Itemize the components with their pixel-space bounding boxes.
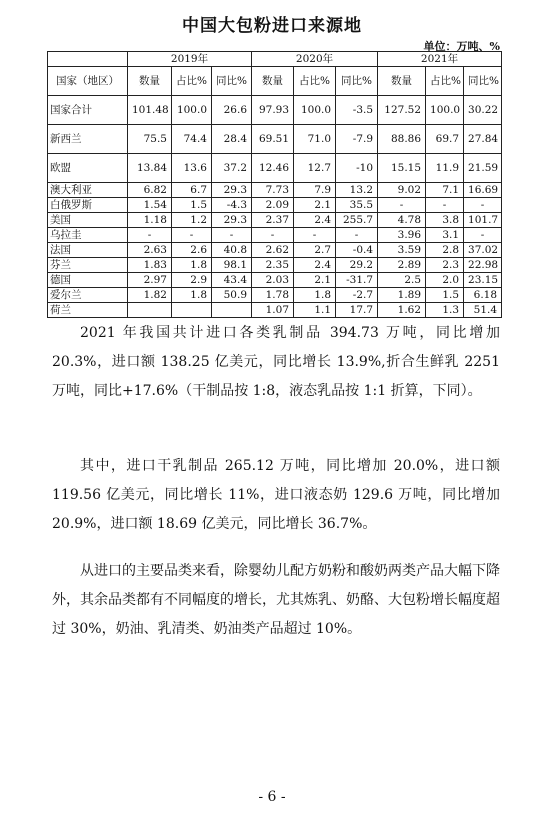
value-cell: 15.15 xyxy=(378,154,426,183)
page-number: - 6 - xyxy=(258,789,286,805)
value-cell xyxy=(128,303,172,318)
value-cell: -0.4 xyxy=(336,243,378,258)
value-cell: 3.1 xyxy=(426,228,464,243)
value-cell: 37.2 xyxy=(212,154,252,183)
country-cell: 荷兰 xyxy=(48,303,128,318)
value-cell: 1.54 xyxy=(128,198,172,213)
value-cell: 6.7 xyxy=(172,183,212,198)
value-cell: 11.9 xyxy=(426,154,464,183)
value-cell: 2.0 xyxy=(426,273,464,288)
value-cell: 35.5 xyxy=(336,198,378,213)
value-cell: 2.09 xyxy=(252,198,294,213)
value-cell: - xyxy=(212,228,252,243)
column-header: 占比% xyxy=(294,67,336,96)
value-cell: 23.15 xyxy=(464,273,502,288)
value-cell: 2.37 xyxy=(252,213,294,228)
value-cell: 98.1 xyxy=(212,258,252,273)
value-cell: 21.59 xyxy=(464,154,502,183)
value-cell: 69.7 xyxy=(426,125,464,154)
table-row xyxy=(48,228,502,243)
page-title: 中国大包粉进口来源地 xyxy=(182,16,362,36)
value-cell: 1.1 xyxy=(294,303,336,318)
value-cell: 7.73 xyxy=(252,183,294,198)
value-cell: 4.78 xyxy=(378,213,426,228)
table-row xyxy=(48,154,502,183)
value-cell: - xyxy=(294,228,336,243)
value-cell: 1.07 xyxy=(252,303,294,318)
value-cell: 3.59 xyxy=(378,243,426,258)
value-cell: 22.98 xyxy=(464,258,502,273)
value-cell: - xyxy=(378,198,426,213)
value-cell: 1.3 xyxy=(426,303,464,318)
value-cell: - xyxy=(464,198,502,213)
value-cell: 71.0 xyxy=(294,125,336,154)
table-row xyxy=(48,303,502,318)
value-cell: 29.3 xyxy=(212,183,252,198)
import-source-table xyxy=(47,51,502,318)
value-cell: - xyxy=(128,228,172,243)
value-cell: 2.63 xyxy=(128,243,172,258)
value-cell: -2.7 xyxy=(336,288,378,303)
country-cell: 美国 xyxy=(48,213,128,228)
value-cell: 1.18 xyxy=(128,213,172,228)
table-row xyxy=(48,288,502,303)
value-cell: 1.8 xyxy=(172,288,212,303)
value-cell: 2.5 xyxy=(378,273,426,288)
value-cell: 17.7 xyxy=(336,303,378,318)
country-cell: 欧盟 xyxy=(48,154,128,183)
value-cell: 7.1 xyxy=(426,183,464,198)
table-row xyxy=(48,243,502,258)
value-cell: 1.8 xyxy=(294,288,336,303)
value-cell: 2.1 xyxy=(294,198,336,213)
value-cell: 1.82 xyxy=(128,288,172,303)
value-cell: 1.89 xyxy=(378,288,426,303)
table-row xyxy=(48,96,502,125)
value-cell: - xyxy=(336,228,378,243)
value-cell: 13.2 xyxy=(336,183,378,198)
country-cell: 德国 xyxy=(48,273,128,288)
value-cell xyxy=(172,303,212,318)
paragraph-text: 其中，进口干乳制品 265.12 万吨，同比增加 20.0%，进口额 119.56 亿美元，同比增长 11%，进口液态奶 129.6 万吨，同比增加 20.9%，进口额 18.69 亿美元，同比增长 36.7%。 xyxy=(52,458,500,532)
value-cell: 29.3 xyxy=(212,213,252,228)
column-header: 同比% xyxy=(212,67,252,96)
value-cell: 40.8 xyxy=(212,243,252,258)
value-cell: 69.51 xyxy=(252,125,294,154)
value-cell: 16.69 xyxy=(464,183,502,198)
value-cell: -31.7 xyxy=(336,273,378,288)
value-cell: - xyxy=(252,228,294,243)
table-row xyxy=(48,125,502,154)
country-cell: 芬兰 xyxy=(48,258,128,273)
value-cell: 97.93 xyxy=(252,96,294,125)
value-cell: - xyxy=(464,228,502,243)
value-cell: 1.2 xyxy=(172,213,212,228)
value-cell: 1.78 xyxy=(252,288,294,303)
value-cell: 2.4 xyxy=(294,213,336,228)
country-cell: 澳大利亚 xyxy=(48,183,128,198)
value-cell: 9.02 xyxy=(378,183,426,198)
value-cell: 28.4 xyxy=(212,125,252,154)
value-cell: 12.7 xyxy=(294,154,336,183)
table-row xyxy=(48,213,502,228)
value-cell: 2.35 xyxy=(252,258,294,273)
column-header: 数量 xyxy=(252,67,294,96)
value-cell: 2.4 xyxy=(294,258,336,273)
country-cell: 新西兰 xyxy=(48,125,128,154)
value-cell: 1.62 xyxy=(378,303,426,318)
value-cell: 1.8 xyxy=(172,258,212,273)
value-cell: -10 xyxy=(336,154,378,183)
value-cell: - xyxy=(426,198,464,213)
value-cell: 2.8 xyxy=(426,243,464,258)
value-cell: 2.7 xyxy=(294,243,336,258)
value-cell: 6.18 xyxy=(464,288,502,303)
value-cell: 13.6 xyxy=(172,154,212,183)
value-cell: 29.2 xyxy=(336,258,378,273)
value-cell: 255.7 xyxy=(336,213,378,228)
country-header: 国家（地区） xyxy=(48,67,128,96)
country-cell: 乌拉圭 xyxy=(48,228,128,243)
value-cell: 100.0 xyxy=(426,96,464,125)
country-cell: 法国 xyxy=(48,243,128,258)
value-cell: 74.4 xyxy=(172,125,212,154)
value-cell xyxy=(212,303,252,318)
value-cell: 1.5 xyxy=(426,288,464,303)
value-cell: 2.3 xyxy=(426,258,464,273)
unit-label: 单位：万吨、% xyxy=(423,40,500,53)
value-cell: 2.6 xyxy=(172,243,212,258)
paragraph xyxy=(52,319,500,406)
year-header: 2021年 xyxy=(378,52,502,67)
value-cell: 37.02 xyxy=(464,243,502,258)
table-row xyxy=(48,258,502,273)
year-header: 2020年 xyxy=(252,52,378,67)
value-cell: 2.62 xyxy=(252,243,294,258)
value-cell: 2.89 xyxy=(378,258,426,273)
value-cell: 27.84 xyxy=(464,125,502,154)
year-header: 2019年 xyxy=(128,52,252,67)
table-row xyxy=(48,198,502,213)
value-cell: 12.46 xyxy=(252,154,294,183)
value-cell: 7.9 xyxy=(294,183,336,198)
value-cell: 6.82 xyxy=(128,183,172,198)
column-header: 数量 xyxy=(378,67,426,96)
value-cell: 3.8 xyxy=(426,213,464,228)
paragraph-text: 2021 年我国共计进口各类乳制品 394.73 万吨，同比增加 20.3%，进口额 138.25 亿美元，同比增长 13.9%,折合生鲜乳 2251 万吨，同比+17.6%（干制品按 1:8，液态乳品按 1:1 折算，下同）。 xyxy=(52,325,500,399)
value-cell: 75.5 xyxy=(128,125,172,154)
value-cell: 100.0 xyxy=(294,96,336,125)
column-header: 同比% xyxy=(464,67,502,96)
value-cell: -7.9 xyxy=(336,125,378,154)
value-cell: 13.84 xyxy=(128,154,172,183)
value-cell: 1.83 xyxy=(128,258,172,273)
value-cell: - xyxy=(172,228,212,243)
value-cell: 3.96 xyxy=(378,228,426,243)
country-cell: 爱尔兰 xyxy=(48,288,128,303)
paragraph xyxy=(52,557,500,644)
paragraph-text: 从进口的主要品类来看，除婴幼儿配方奶粉和酸奶两类产品大幅下降外，其余品类都有不同幅度的增长，尤其炼乳、奶酪、大包粉增长幅度超过 30%，奶油、乳清类、奶油类产品超过 10%。 xyxy=(52,563,500,637)
value-cell: 43.4 xyxy=(212,273,252,288)
country-cell: 白俄罗斯 xyxy=(48,198,128,213)
table-row xyxy=(48,273,502,288)
value-cell: 1.5 xyxy=(172,198,212,213)
column-header: 占比% xyxy=(172,67,212,96)
value-cell: 88.86 xyxy=(378,125,426,154)
value-cell: -4.3 xyxy=(212,198,252,213)
value-cell: 100.0 xyxy=(172,96,212,125)
value-cell: 127.52 xyxy=(378,96,426,125)
column-header: 数量 xyxy=(128,67,172,96)
table-body xyxy=(48,96,502,318)
value-cell: 30.22 xyxy=(464,96,502,125)
value-cell: 2.1 xyxy=(294,273,336,288)
corner-cell xyxy=(48,52,128,67)
paragraph xyxy=(52,452,500,539)
value-cell: 101.48 xyxy=(128,96,172,125)
value-cell: 51.4 xyxy=(464,303,502,318)
value-cell: -3.5 xyxy=(336,96,378,125)
column-header: 同比% xyxy=(336,67,378,96)
value-cell: 2.03 xyxy=(252,273,294,288)
value-cell: 2.9 xyxy=(172,273,212,288)
table-row xyxy=(48,183,502,198)
value-cell: 101.7 xyxy=(464,213,502,228)
value-cell: 26.6 xyxy=(212,96,252,125)
value-cell: 50.9 xyxy=(212,288,252,303)
country-cell: 国家合计 xyxy=(48,96,128,125)
value-cell: 2.97 xyxy=(128,273,172,288)
column-header: 占比% xyxy=(426,67,464,96)
